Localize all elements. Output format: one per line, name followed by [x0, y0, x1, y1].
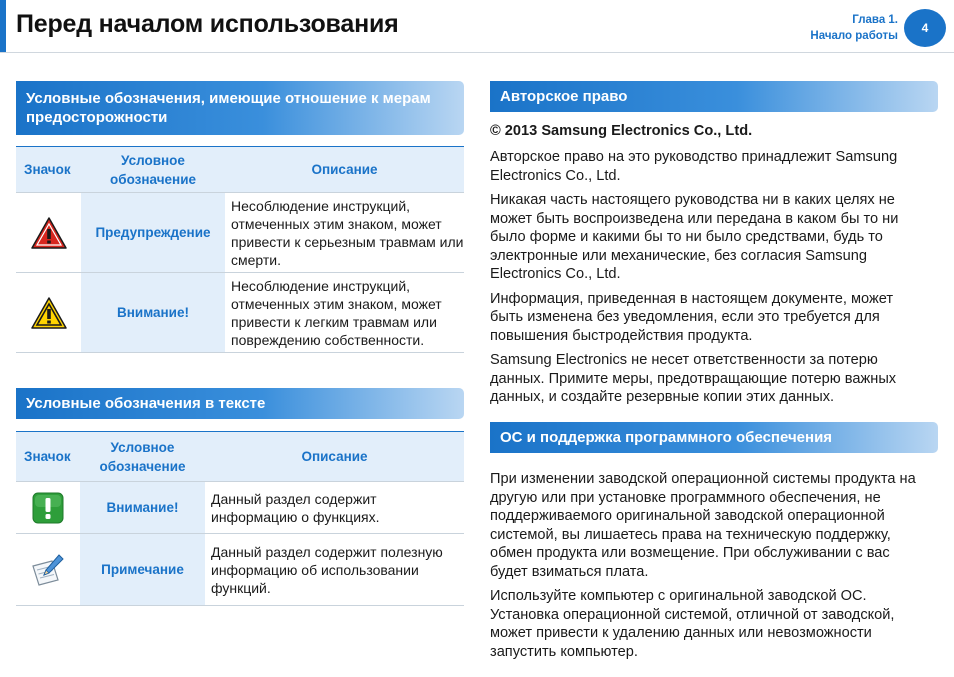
text-symbols-table [16, 431, 464, 606]
symbol-description: Данный раздел содержит полезную информацию об использовании функций. [205, 534, 464, 606]
safety-section-heading [16, 81, 464, 135]
copyright-section-heading-text: Авторское право [500, 88, 628, 105]
column-header-description: Описание [225, 147, 464, 193]
copyright-paragraph: Никакая часть настоящего руководства ни в каких целях не может быть воспроизведена или передана в каком бы то ни было форме и какими бы то ни было средствами, будь то электронные или механические, без согласия Samsung Electronics Co., Ltd. [490, 192, 899, 282]
copyright-section-heading [490, 81, 938, 112]
symbol-name: Внимание! [81, 273, 225, 353]
table-row [16, 482, 464, 534]
os-support-paragraph: При изменении заводской операционной системы продукта на другую или при установке программного обеспечения, не поддерживаемого оригинальной заводской операционной системой, вы лишаетесь права на техническую поддержку, обмен продукта или возмещение. При обслуживании с вас будет взиматься плата. [490, 471, 916, 580]
table-row [16, 534, 464, 606]
chapter-label[interactable] [810, 12, 898, 44]
header-accent-bar [0, 0, 6, 52]
chapter-number: Глава 1. [852, 14, 898, 26]
copyright-owner [490, 122, 930, 141]
copyright-paragraph: Samsung Electronics не несет ответственности за потерю данных. Примите меры, предотвращающие потерю важных данных, и создайте резервные копии этих данных. [490, 352, 897, 405]
column-header-icon: Значок [16, 147, 81, 193]
page-title: Перед началом использования [16, 10, 399, 38]
table-row [16, 273, 464, 353]
copyright-paragraph: Авторское право на это руководство принадлежит Samsung Electronics Co., Ltd. [490, 149, 898, 184]
header-divider [0, 52, 954, 53]
text-symbols-section-heading [16, 388, 464, 419]
symbol-description: Несоблюдение инструкций, отмеченных этим знаком, может привести к легким травмам или повреждению собственности. [225, 273, 464, 353]
symbol-name: Внимание! [80, 482, 205, 534]
page-number-badge: 4 [904, 9, 946, 47]
column-header-icon: Значок [16, 432, 80, 482]
symbol-description: Несоблюдение инструкций, отмеченных этим знаком, может привести к серьезным травмам или смерти. [225, 193, 464, 273]
safety-section-heading-text: Условные обозначения, имеющие отношение к мерам предосторожности [26, 90, 431, 126]
chapter-title: Начало работы [810, 30, 898, 42]
copyright-owner-line: © 2013 Samsung Electronics Co., Ltd. [490, 123, 753, 139]
os-support-section-heading-text: ОС и поддержка программного обеспечения [500, 429, 833, 446]
column-header-symbol: Условное обозначение [80, 432, 205, 482]
safety-symbols-table [16, 146, 464, 353]
caution-triangle-yellow-icon [30, 296, 68, 330]
exclamation-green-icon [31, 491, 65, 525]
symbol-name: Примечание [80, 534, 205, 606]
column-header-description: Описание [205, 432, 464, 482]
os-support-body [490, 470, 930, 661]
table-row [16, 193, 464, 273]
symbol-description: Данный раздел содержит информацию о функциях. [205, 482, 464, 534]
os-support-paragraph: Используйте компьютер с оригинальной заводской ОС. Установка операционной системой, отличной от заводской, может привести к удалению данных или невозможности запустить компьютер. [490, 588, 895, 660]
text-symbols-section-heading-text: Условные обозначения в тексте [26, 395, 266, 412]
note-pencil-icon [30, 552, 66, 588]
warning-triangle-red-icon [30, 216, 68, 250]
copyright-paragraph: Информация, приведенная в настоящем документе, может быть изменена без уведомления, если это требуется для повышения быстродействия продукта. [490, 290, 894, 344]
column-header-symbol: Условное обозначение [81, 147, 225, 193]
copyright-body [490, 148, 930, 407]
os-support-section-heading [490, 422, 938, 453]
symbol-name: Предупреждение [81, 193, 225, 273]
